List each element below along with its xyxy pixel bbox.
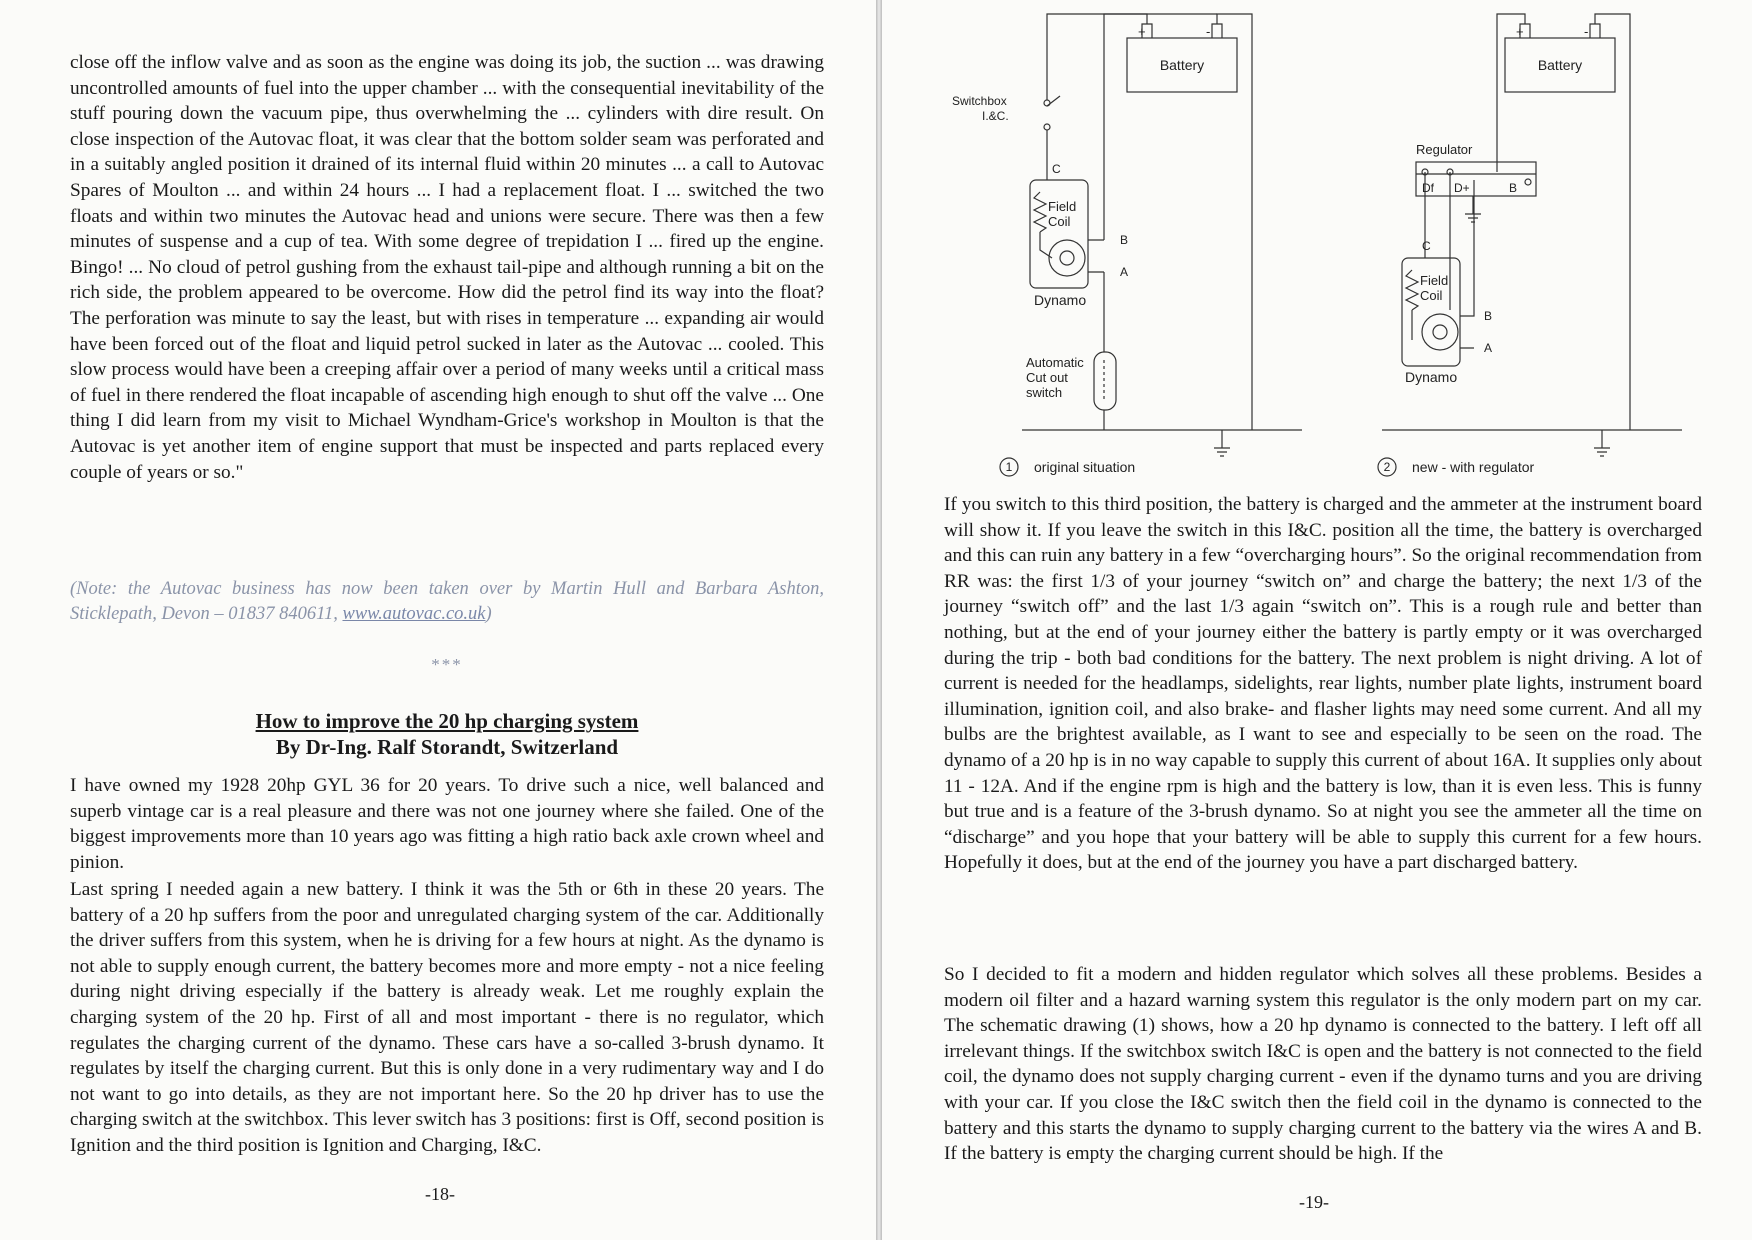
regulator-label: Regulator [1416,142,1473,157]
battery2-label: Battery [1537,57,1583,73]
terminal-a-2: A [1484,341,1493,355]
cutout-label-1: Automatic [1026,355,1084,370]
article-author: By Dr-Ing. Ralf Storandt, Switzerland [275,735,619,759]
diagram1-caption: original situation [1034,459,1136,475]
battery1-plus: + [1138,24,1146,39]
note-end: ) [485,604,492,624]
battery2-plus: + [1516,24,1524,39]
right-paragraph-1: If you switch to this third position, the battery is charged and the ammeter at the instrument board will show it. If you leave the switch in this I&C. position all the time, the battery is overcharged and this can ruin any battery in a few “overcharging hours”. So the original recommendation from RR was: the first 1/3 of your journey “switch on” and charge the battery; the next 1/3 of the journey “switch off” and the last 1/3 again “switch on”. This is a rough rule and better than nothing, but at the end of your journey either the battery is partly empty or it was overcharged during the trip - both bad conditions for the battery. The next problem is night driving. A lot of current is needed for the headlamps, sidelights, rear lights, number plate lights, instrument board illumination, ignition coil, and also brake- and flasher lights may need some current. And all my bulbs are the brightest available, as I want to see and especially to be seen on the road. The dynamo of a 20 hp is in no way capable to supply this current of about 16A. It supplies only about 11 - 12A. And if the engine rpm is high and the battery is low, than it is even less. This is funny but true and is a feature of the 3-brush dynamo. So at night you see the ammeter all the time on “discharge” and you hope that your battery will be able to supply this current for a few hours. Hopefully it does, but at the end of the journey you have a part discharged battery. [944,494,1702,874]
battery1-minus: - [1206,24,1211,39]
right-paragraph-2: So I decided to fit a modern and hidden regulator which solves all these problems. Besides a modern oil filter and a hazard warning system this regulator is the only modern part on my car. The schematic drawing (1) shows, how a 20 hp dynamo is connected to the battery. I left off all irrelevant things. If the switchbox switch I&C is open and the battery is not connected to the field coil, the dynamo does not supply charging current - even if the dynamo turns and you are driving with your car. If you close the I&C switch then the field coil in the dynamo is connected to the battery and this starts the dynamo to supply charging current to the battery via the wires A and B. If the battery is empty the charging current should be high. If the [944,964,1702,1165]
terminal-dplus: D+ [1454,181,1470,195]
cutout-label-2: Cut out [1026,370,1068,385]
battery2-minus: - [1584,24,1589,39]
terminal-b-1: B [1120,233,1129,247]
cutout-label-3: switch [1026,385,1063,400]
diagram2-caption: new - with regulator [1412,459,1535,475]
article-paragraph-2: Last spring I needed again a new battery. I think it was the 5th or 6th in these 20 years. The battery of a 20 hp suffers from the poor and unregulated charging system of the car. Additionally the driver suffers from this system, when he is driving for a few hours at night. As the dynamo is not able to supply enough current, the battery becomes more and more empty - not a nice feeling during night driving especially if the battery is already weak. Let me roughly explain the charging system of the 20 hp. First of all and most important - there is no regulator, which regulates the charging current of the dynamo. These cars have a so-called 3-brush dynamo. It regulates by itself the charging current. But this is only done in a very rudimentary way and I do not want to go into details, as they are not important here. So the 20 hp driver has to use the charging switch at the switchbox. This lever switch has 3 positions: first is Off, second position is Ignition and the third position is Ignition and Charging, I&C. [70,879,824,1156]
field-coil-2-line2: Coil [1420,288,1443,303]
page-number-left: -18- [425,1184,455,1204]
wiring-diagrams [882,0,1752,480]
regulator-box [1416,162,1536,196]
field-coil-1-line1: Field [1048,199,1077,214]
field-coil-1-line2: Coil [1048,214,1071,229]
autovac-note [70,577,824,627]
switchbox-label-1: Switchbox [952,94,1007,108]
terminal-a-1: A [1120,265,1129,279]
article-title: How to improve the 20 hp charging system [255,709,639,733]
diagram-original [1000,14,1302,476]
right-page [882,0,1752,1240]
terminal-b-2: B [1484,309,1493,323]
switchbox-label-2: I.&C. [982,109,1009,123]
diagram2-number: 2 [1383,460,1391,474]
dynamo-label-1: Dynamo [1034,292,1087,308]
section-separator: *** [431,655,463,674]
terminal-c-1: C [1052,162,1061,176]
terminal-c-2: C [1422,239,1431,253]
dynamo-label-2: Dynamo [1405,369,1458,385]
page-number-right: -19- [1299,1192,1329,1212]
continuation-text: close off the inflow valve and as soon as the engine was doing its job, the suction ... was drawing uncontrolled amounts of fuel into the upper chamber ... with the consequential inevitability of the stuff pouring down the vacuum pipe, thus overwhelming the ... cylinders with dire result. On close inspection of the Autovac float, it was clear that the bottom solder seam was perforated and in a suitably angled position it drained of its internal fluid within 20 minutes ... a call to Autovac Spares of Moulton ... and within 24 hours ... I had a replacement float. I ... switched the two floats and within two minutes the Autovac head and unions were secure. There was then a few minutes of suspense and a cup of tea. With some degree of trepidation I ... fired up the engine. Bingo! ... No cloud of petrol gushing from the exhaust tail-pipe and although running a bit on the rich side, the problem appeared to be overcome. How did the petrol find its way into the float? The perforation was minute to say the least, but with rises in temperature ... expanding air would have been forced out of the float and liquid petrol sucked in later as the Autovac ... cooled. This slow process would have been a creeping affair over a period of many weeks until a critical mass of fuel in there rendered the float incapable of ascending high enough to shut off the valve ... One thing I did learn from my visit to Michael Wyndham-Grice's workshop in Moulton is that the Autovac is yet another item of engine support that must be inspected and parts replaced every couple of years or so." [70,52,824,483]
note-text: (Note: the Autovac business has now been taken over by Martin Hull and Barbara Ashton, Sticklepath, Devon – 01837 840611, [70,579,824,624]
terminal-df: Df [1422,181,1434,195]
diagram1-number: 1 [1005,460,1013,474]
autovac-link[interactable]: www.autovac.co.uk [342,604,486,624]
terminal-b-reg: B [1509,181,1518,195]
field-coil-2-line1: Field [1420,273,1449,288]
article-paragraph-1: I have owned my 1928 20hp GYL 36 for 20 years. To drive such a nice, well balanced and superb vintage car is a real pleasure and there was not one journey where she failed. One of the biggest improvements more than 10 years ago was fitting a high ratio back axle crown wheel and pinion. [70,775,824,873]
battery1-label: Battery [1159,57,1205,73]
